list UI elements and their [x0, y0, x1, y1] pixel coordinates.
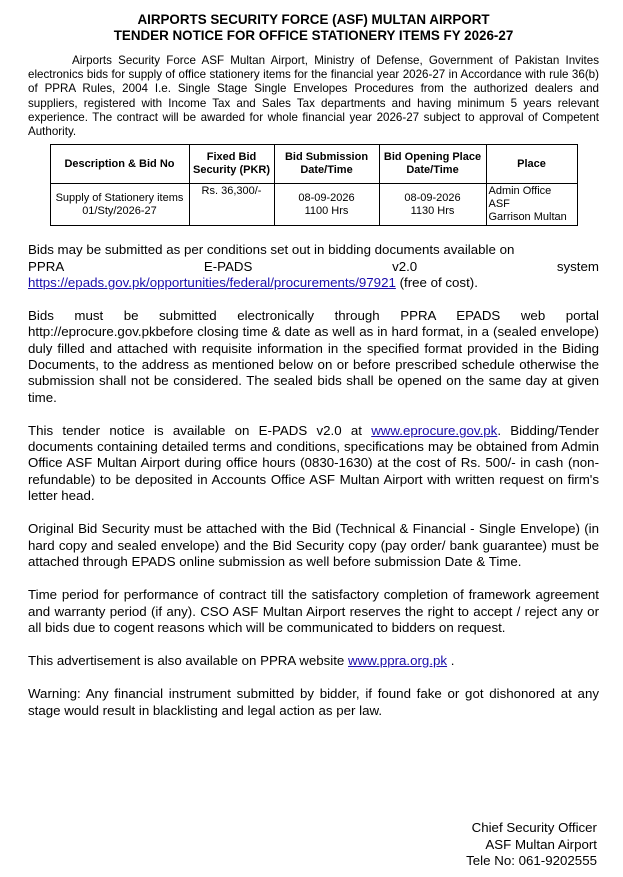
title-line-2: TENDER NOTICE FOR OFFICE STATIONERY ITEMS FY 2026-27 [113, 28, 514, 43]
cell-opening: 08-09-2026 1130 Hrs [379, 184, 486, 226]
paragraph-time-period: Time period for performance of contract till the satisfactory completion of framework agreement and warranty period (if any). CSO ASF Multan Airport reserves the right to accept / reject any or all bids due to cogent reasons which will be communicated to bidders on request. [28, 587, 599, 635]
ppra-website-link[interactable]: www.ppra.org.pk [348, 653, 448, 669]
bid-schedule-table [50, 144, 578, 226]
cell-description: Supply of Stationery items 01/Sty/2026-27 [50, 184, 189, 226]
table-row [50, 184, 577, 226]
intro-text: Airports Security Force ASF Multan Airport, Ministry of Defense, Government of Pakistan Invites electronics bids for supply of office stationery items for the financial year 2026-27 in Accordance with rule 36(b) of PPRA Rules, 2004 I.e. Single Stage Single Envelopes Procedures from the authorized dealers and suppliers, registered with Income Tax and Sales Tax departments and having minimum 5 years relevant experience. The contract will be awarded for whole financial year 2026-27 subject to approval of Competent Authority. [28, 54, 599, 139]
col-place: Place [486, 145, 577, 184]
paragraph-documents: This tender notice is available on E-PADS v2.0 at www.eprocure.gov.pk. Bidding/Tender documents containing detailed terms and conditions, specifications may be obtained from Admin Office ASF Multan Airport during office hours (0830-1630) at the cost of Rs. 500/- in cash (non-refundable) to be deposited in Accounts Office ASF Multan Airport with written request on firm's letter head. [28, 422, 599, 504]
col-bid-security: Fixed Bid Security (PKR) [189, 145, 274, 184]
paragraph-ppra-website: This advertisement is also available on PPRA website www.ppra.org.pk . [28, 653, 455, 669]
paragraph-bids-availability [28, 242, 599, 291]
epads-procurement-link[interactable]: https://epads.gov.pk/opportunities/federal/procurements/97921 [28, 274, 396, 290]
col-submission: Bid Submission Date/Time [274, 145, 379, 184]
paragraph-submission: Bids must be submitted electronically through PPRA EPADS web portal http://eprocure.gov.pkbefore closing time & date as well as in hard format, in a (sealed envelope) duly filled and attached with requisite information in the specified format provided in the Biding Documents, to the address as mentioned below on or before prescribed schedule otherwise the submission shall not be considered. The sealed bids shall be opened on the same day at given time. [28, 308, 599, 405]
signatory-phone: Tele No: 061-9202555 [466, 853, 597, 868]
col-opening: Bid Opening Place Date/Time [379, 145, 486, 184]
signatory-title: Chief Security Officer [471, 820, 597, 835]
eprocure-link[interactable]: www.eprocure.gov.pk [371, 422, 498, 438]
p1-line-3: https://epads.gov.pk/opportunities/federal/procurements/97921 (free of cost). [28, 274, 478, 290]
paragraph-bid-security: Original Bid Security must be attached with the Bid (Technical & Financial - Single Envelope) (in hard copy and sealed envelope) and the Bid Security copy (pay order/ bank guarantee) must be attached through EPADS online submission as well before submission Date & Time. [28, 521, 599, 569]
cell-bid-security: Rs. 36,300/- [189, 184, 274, 226]
notice-title [28, 12, 599, 44]
p1-line-1: Bids may be submitted as per conditions set out in bidding documents available on [28, 242, 515, 258]
title-line-1: AIRPORTS SECURITY FORCE (ASF) MULTAN AIRPORT [137, 12, 490, 27]
paragraph-warning: Warning: Any financial instrument submitted by bidder, if found fake or got dishonored at any stage would result in blacklisting and legal action as per law. [28, 686, 599, 718]
signature-block [466, 820, 597, 870]
intro-paragraph [28, 54, 599, 139]
col-description: Description & Bid No [50, 145, 189, 184]
signatory-office: ASF Multan Airport [485, 836, 597, 852]
cell-place: Admin Office ASF Garrison Multan [486, 184, 577, 226]
table-header-row [50, 145, 577, 184]
cell-submission: 08-09-2026 1100 Hrs [274, 184, 379, 226]
p1-line-2: PPRA E-PADS v2.0 system [28, 258, 599, 274]
